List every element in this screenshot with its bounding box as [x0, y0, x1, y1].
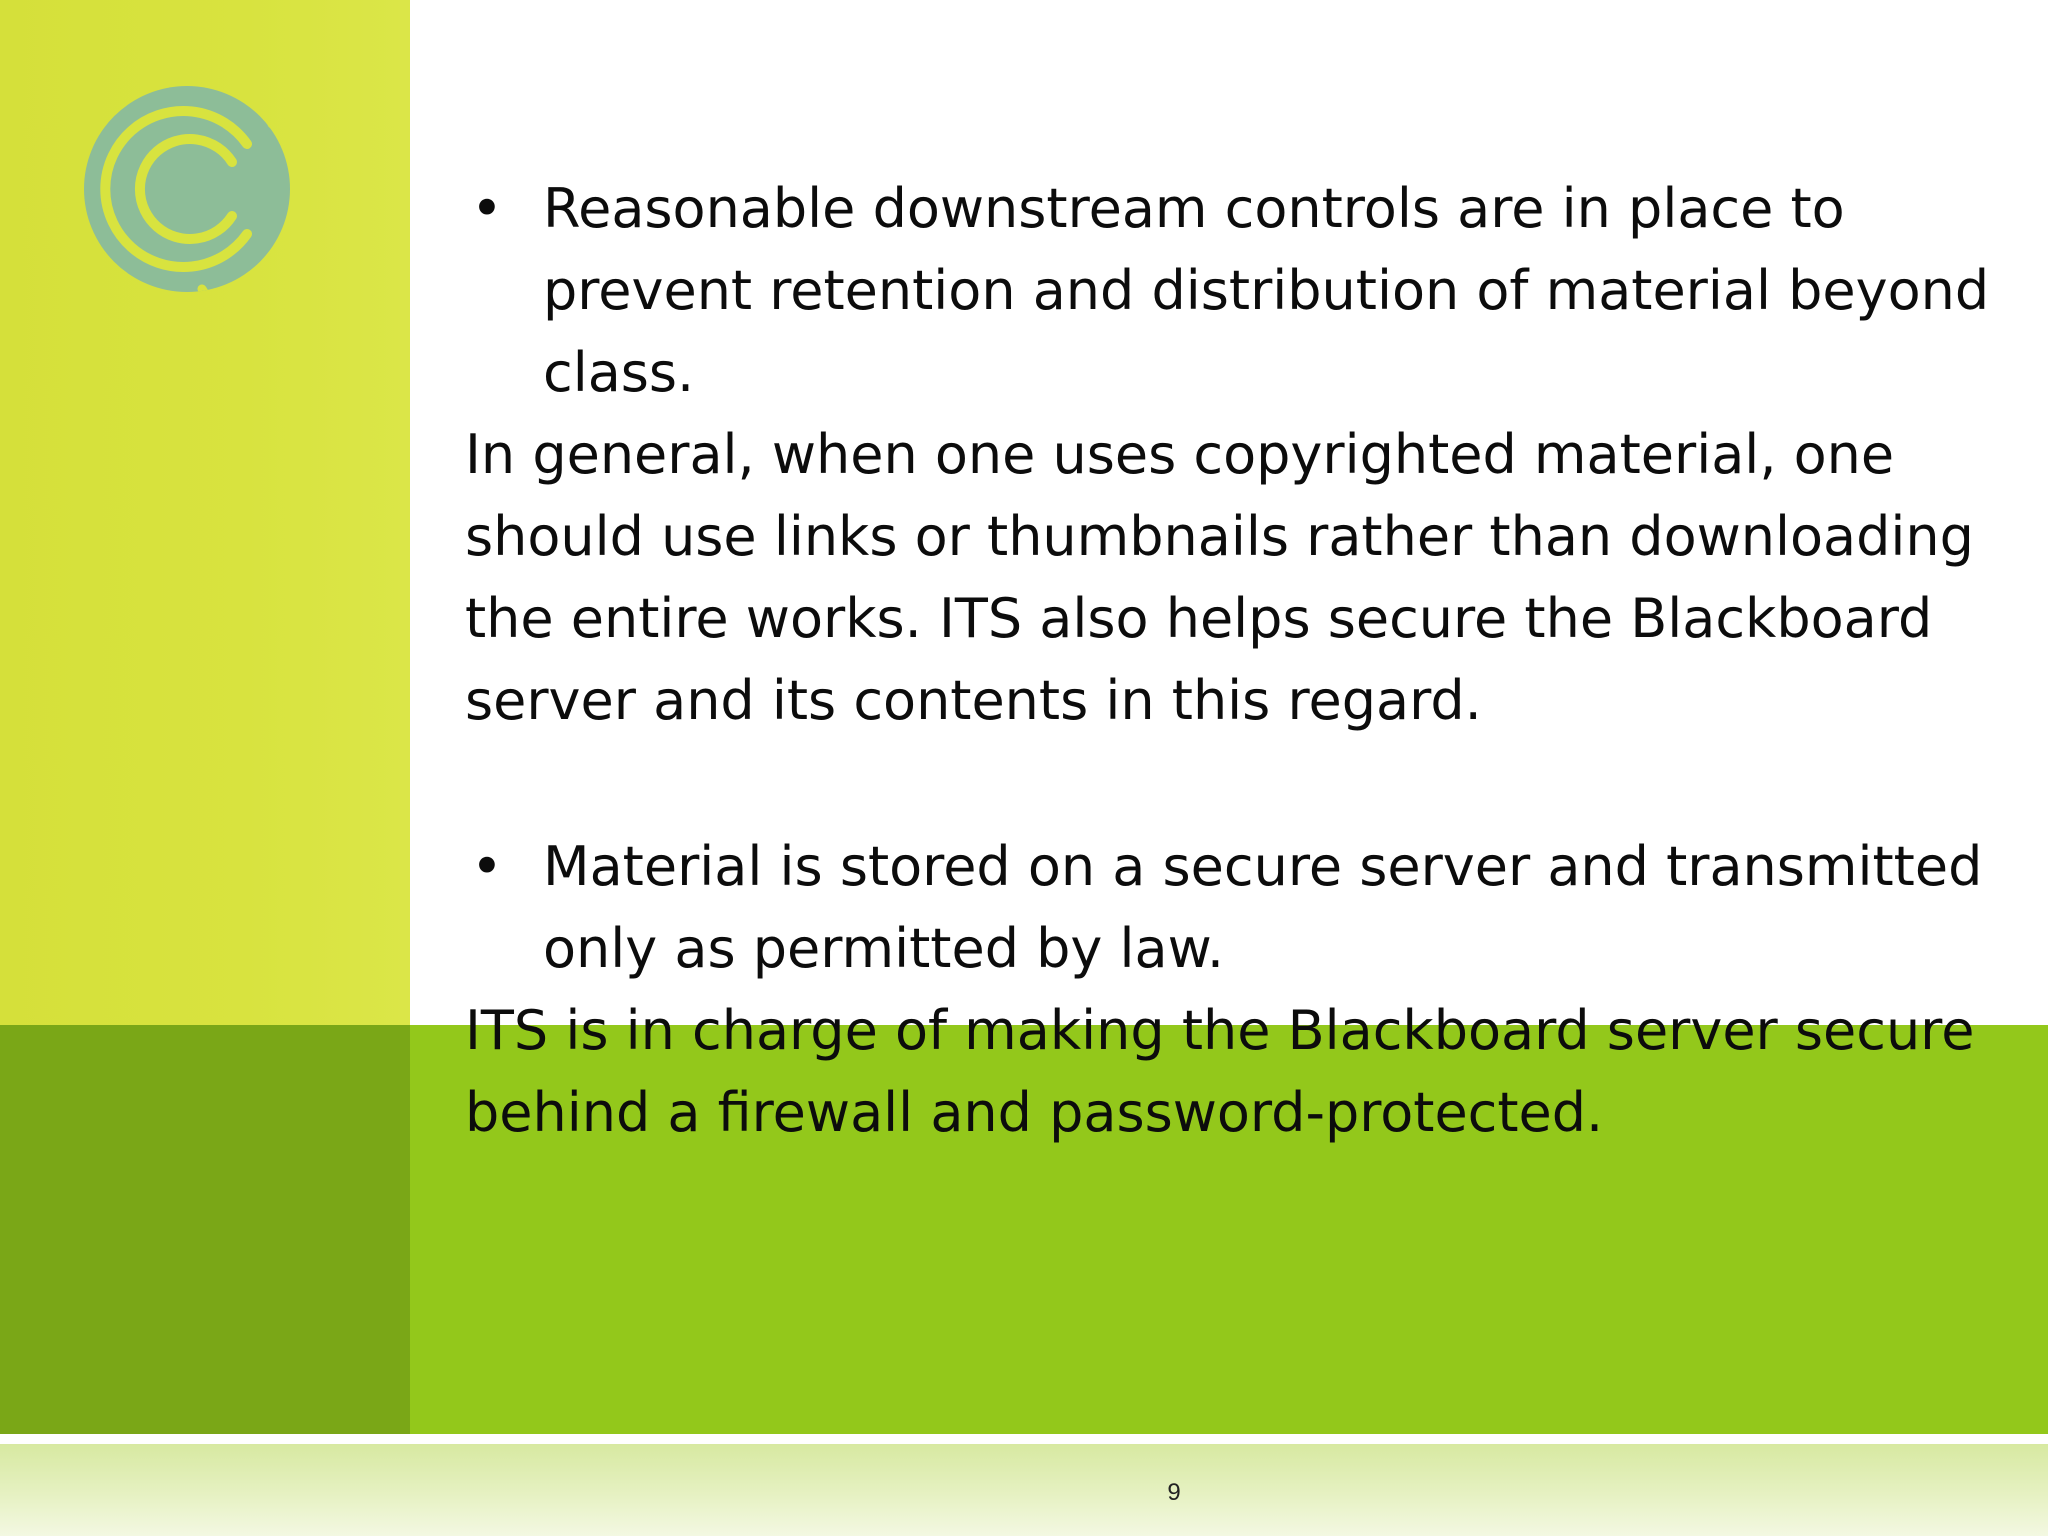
spacer	[465, 742, 1995, 826]
bullet-text: Reasonable downstream controls are in place to prevent retention and distribution of material beyond class.	[543, 177, 1990, 404]
footer-divider	[0, 1434, 2048, 1444]
bullet-text: Material is stored on a secure server and transmitted only as permitted by law.	[543, 835, 1983, 980]
sidebar-bottom-panel	[0, 1025, 410, 1434]
paragraph-copyrighted-material: In general, when one uses copyrighted material, one should use links or thumbnails rather than downloading the entire works. ITS also helps secure the Blackboard server and its contents in this regard.	[465, 423, 1974, 732]
bullet-dot-icon: •	[471, 177, 503, 240]
bullet-item-secure-server	[465, 826, 1995, 990]
page-number: 9	[1167, 1479, 1181, 1506]
bullet-item-downstream-controls	[465, 168, 1995, 414]
bullet-dot-icon: •	[471, 835, 503, 898]
concentric-c-logo-icon	[82, 84, 292, 294]
paragraph-its-firewall: ITS is in charge of making the Blackboard server secure behind a firewall and password-protected.	[465, 999, 1975, 1144]
slide-content	[465, 168, 1995, 1154]
slide-footer	[0, 1444, 2048, 1536]
